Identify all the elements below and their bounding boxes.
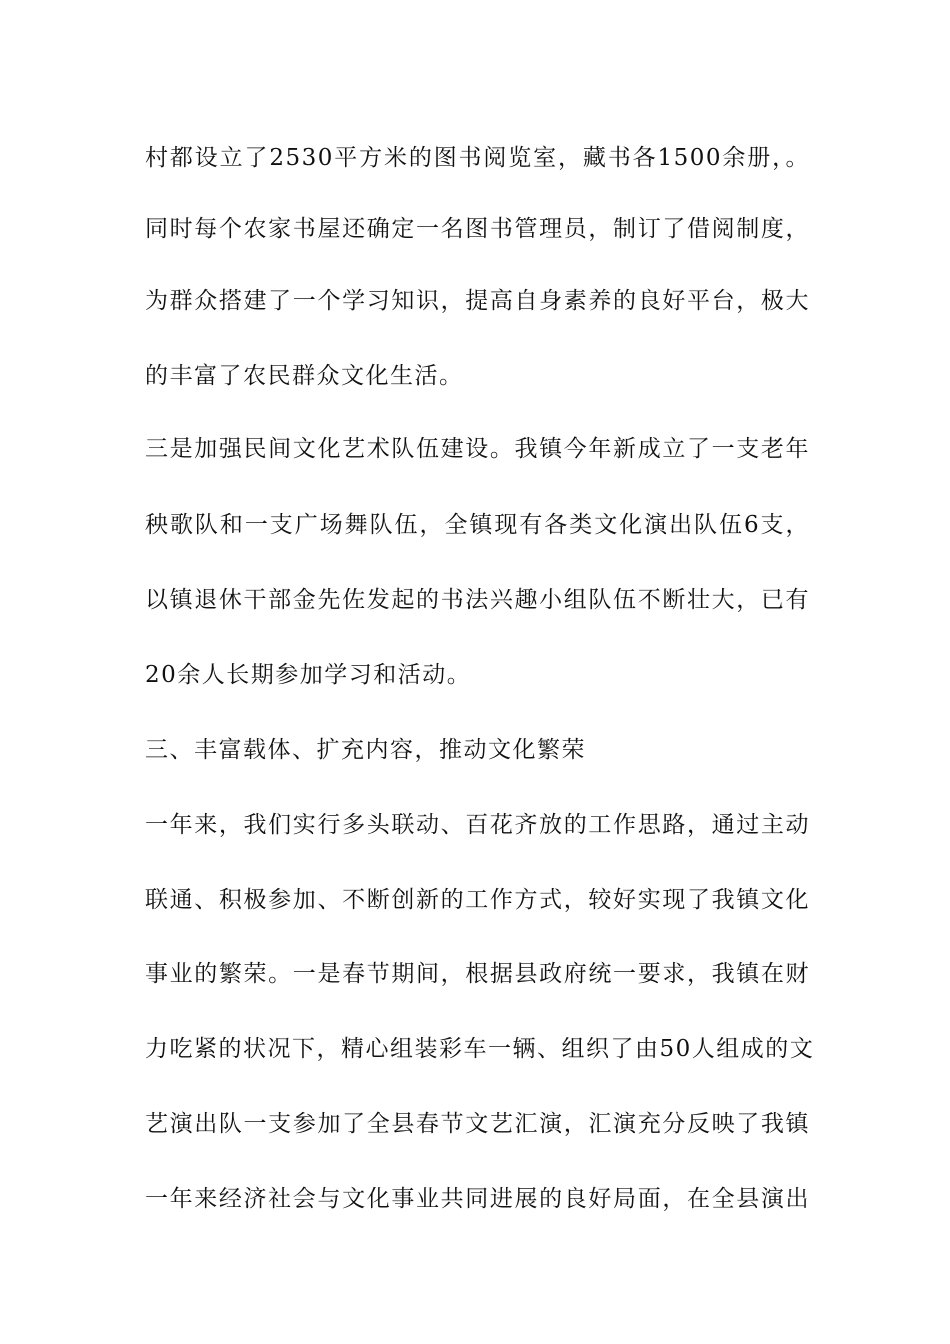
text-line: 同时每个农家书屋还确定一名图书管理员，制订了借阅制度， bbox=[145, 216, 810, 242]
text-line: 的丰富了农民群众文化生活。 bbox=[145, 363, 464, 389]
text-line: 20余人长期参加学习和活动。 bbox=[145, 662, 472, 688]
text-line: 一年来，我们实行多头联动、百花齐放的工作思路，通过主动 bbox=[145, 812, 810, 838]
text-line: 三是加强民间文化艺术队伍建设。我镇今年新成立了一支老年 bbox=[145, 436, 810, 462]
text-line: 艺演出队一支参加了全县春节文艺汇演，汇演充分反映了我镇 bbox=[145, 1111, 810, 1137]
text-line: 力吃紧的状况下，精心组装彩车一辆、组织了由50人组成的文 bbox=[145, 1036, 815, 1062]
text-line: 联通、积极参加、不断创新的工作方式，较好实现了我镇文化 bbox=[145, 887, 810, 913]
section-heading: 三、丰富载体、扩充内容，推动文化繁荣 bbox=[145, 737, 586, 763]
text-line: 一年来经济社会与文化事业共同进展的良好局面，在全县演出 bbox=[145, 1186, 810, 1212]
text-line: 事业的繁荣。一是春节期间，根据县政府统一要求，我镇在财 bbox=[145, 961, 810, 987]
text-line: 村都设立了2530平方米的图书阅览室，藏书各1500余册，。 bbox=[145, 145, 810, 171]
text-line: 秧歌队和一支广场舞队伍，全镇现有各类文化演出队伍6支， bbox=[145, 512, 810, 538]
text-line: 以镇退休干部金先佐发起的书法兴趣小组队伍不断壮大，已有 bbox=[145, 587, 810, 613]
text-line: 为群众搭建了一个学习知识，提高自身素养的良好平台，极大 bbox=[145, 288, 810, 314]
